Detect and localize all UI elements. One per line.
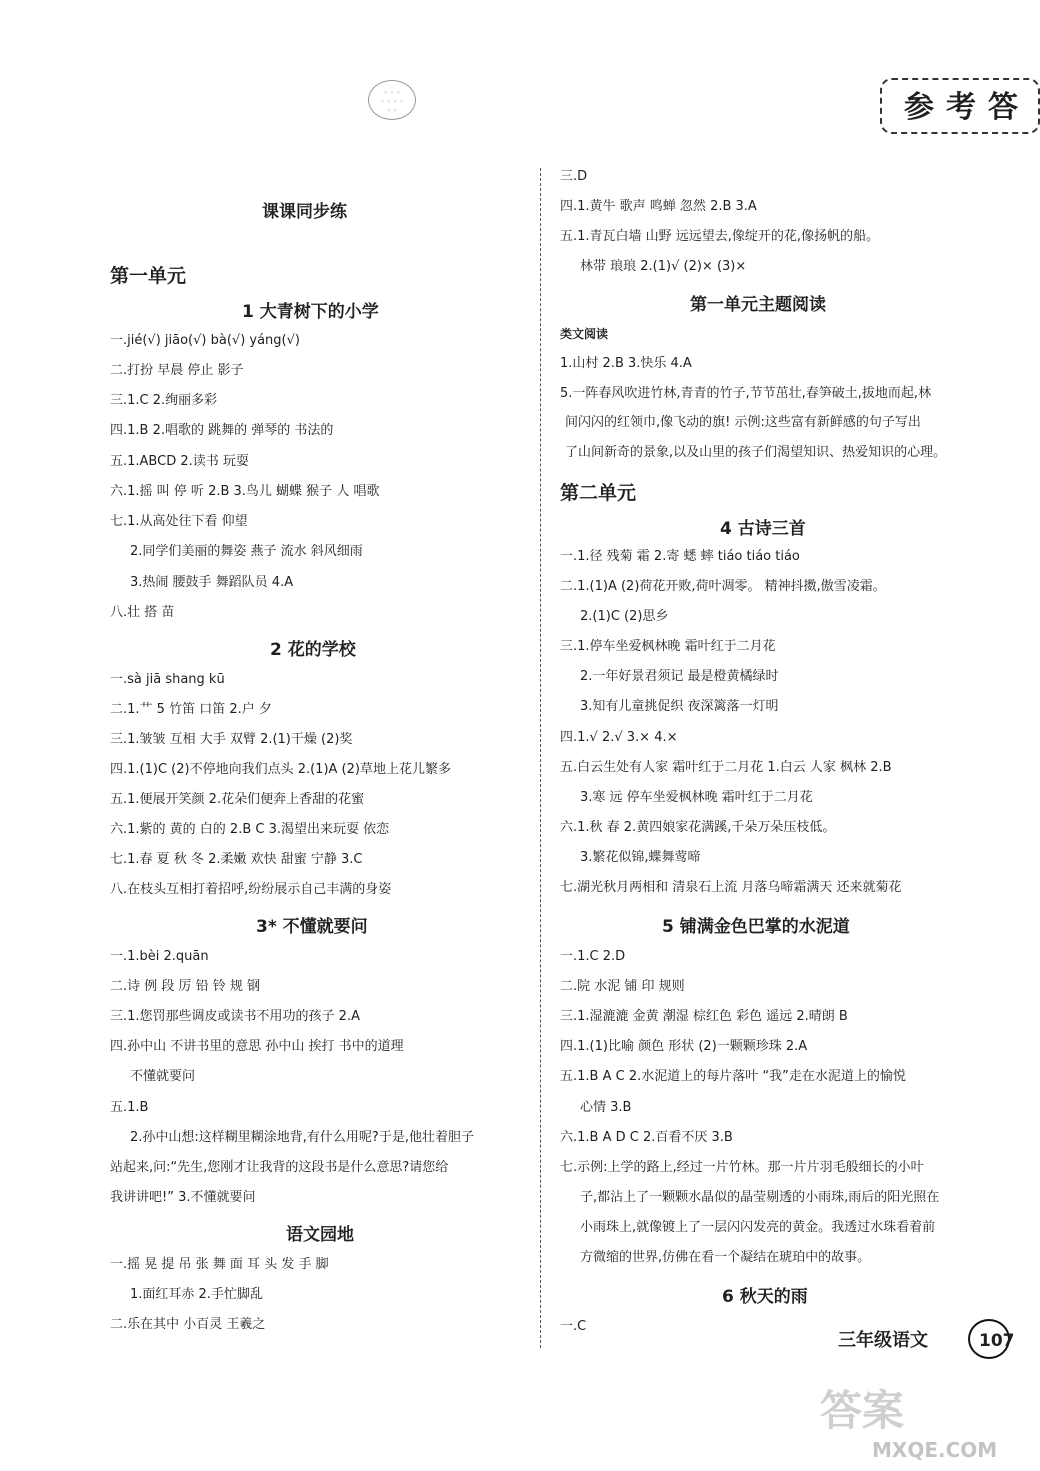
answer-line: 四.1.B 2.唱歌的 跳舞的 弹琴的 书法的 bbox=[110, 423, 334, 438]
stamp-seal: ◦ ◦ ◦ ◦ ◦ ◦ ◦ ◦ ◦ bbox=[368, 80, 416, 120]
answer-line: 林带 琅琅 2.(1)√ (2)× (3)× bbox=[580, 259, 747, 274]
answer-line: 五.1.青瓦白墙 山野 远远望去,像绽开的花,像扬帆的船。 bbox=[560, 229, 880, 244]
answer-line: 我讲讲吧!” 3.不懂就要问 bbox=[110, 1190, 256, 1205]
answer-line: 子,都沾上了一颗颗水晶似的晶莹剔透的小雨珠,雨后的阳光照在 bbox=[580, 1190, 940, 1205]
answer-line: 3.热闹 腰鼓手 舞蹈队员 4.A bbox=[130, 575, 294, 590]
answer-line: 二.1.(1)A (2)荷花开败,荷叶凋零。 精神抖擞,傲雪凌霜。 bbox=[560, 579, 886, 594]
page-title: 课课同步练 bbox=[262, 202, 347, 222]
answer-line: 2.孙中山想:这样糊里糊涂地背,有什么用呢?于是,他壮着胆子 bbox=[130, 1130, 474, 1145]
answer-line: 间闪闪的红领巾,像飞动的旗! 示例:这些富有新鲜感的句子写出 bbox=[565, 415, 921, 430]
answer-line: 方微缩的世界,仿佛在看一个凝结在琥珀中的故事。 bbox=[580, 1250, 871, 1265]
answer-line: 3.寒 远 停车坐爱枫林晚 霜叶红于二月花 bbox=[580, 790, 813, 805]
unit-one-theme-reading-title: 第一单元主题阅读 bbox=[690, 295, 826, 315]
answer-line: 2.一年好景君须记 最是橙黄橘绿时 bbox=[580, 669, 779, 684]
answer-line: 一.1.bèi 2.quān bbox=[110, 949, 209, 964]
answer-line: 五.1.B A C 2.水泥道上的每片落叶 “我”走在水泥道上的愉悦 bbox=[560, 1069, 906, 1084]
grade-subject-label: 三年级语文 bbox=[838, 1330, 928, 1351]
answer-line: 3.繁花似锦,蝶舞莺啼 bbox=[580, 850, 701, 865]
column-divider bbox=[540, 168, 541, 1348]
answer-line: 三.D bbox=[560, 169, 588, 184]
answer-line: 四.1.(1)C (2)不停地向我们点头 2.(1)A (2)草地上花儿繁多 bbox=[110, 762, 451, 777]
answer-line: 二.院 水泥 铺 印 规则 bbox=[560, 979, 685, 994]
unit-one-heading: 第一单元 bbox=[110, 265, 187, 287]
answer-line: 一.1.C 2.D bbox=[560, 949, 626, 964]
answer-line: 七.湖光秋月两相和 清泉石上流 月落乌啼霜满天 还来就菊花 bbox=[560, 880, 902, 895]
similar-reading-label: 类文阅读 bbox=[560, 327, 609, 341]
answer-line: 六.1.B A D C 2.百看不厌 3.B bbox=[560, 1130, 733, 1145]
answer-line: 二.诗 例 段 厉 铅 铃 规 钢 bbox=[110, 979, 261, 994]
answer-line: 1.面红耳赤 2.手忙脚乱 bbox=[130, 1287, 263, 1302]
answer-line: 六.1.摇 叫 停 听 2.B 3.鸟儿 蝴蝶 猴子 人 唱歌 bbox=[110, 484, 380, 499]
answer-line: 二.乐在其中 小百灵 王羲之 bbox=[110, 1317, 266, 1332]
answer-line: 一.摇 晃 提 吊 张 舞 面 耳 头 发 手 脚 bbox=[110, 1257, 329, 1272]
lesson-2-title: 2 花的学校 bbox=[270, 640, 356, 660]
answer-line: 1.山村 2.B 3.快乐 4.A bbox=[560, 356, 692, 371]
answer-line: 心情 3.B bbox=[580, 1100, 632, 1115]
answer-line: 一.C bbox=[560, 1319, 587, 1334]
answer-line: 三.1.湿漉漉 金黄 潮湿 棕红色 彩色 遥远 2.晴朗 B bbox=[560, 1009, 848, 1024]
answer-line: 5.一阵春风吹进竹林,青青的竹子,节节茁壮,春笋破土,拔地而起,林 bbox=[560, 386, 932, 401]
lesson-5-title: 5 铺满金色巴掌的水泥道 bbox=[662, 917, 850, 937]
chinese-garden-title: 语文园地 bbox=[286, 1225, 354, 1245]
unit-two-heading: 第二单元 bbox=[560, 482, 637, 504]
answer-line: 不懂就要问 bbox=[130, 1069, 196, 1084]
answer-line: 了山间新奇的景象,以及山里的孩子们渴望知识、热爱知识的心理。 bbox=[565, 445, 947, 460]
answer-line: 五.白云生处有人家 霜叶红于二月花 1.白云 人家 枫林 2.B bbox=[560, 760, 892, 775]
lesson-1-title: 1 大青树下的小学 bbox=[242, 302, 379, 322]
answer-line: 五.1.ABCD 2.读书 玩耍 bbox=[110, 454, 249, 469]
answer-line: 八.壮 搭 苗 bbox=[110, 605, 175, 620]
answer-line: 小雨珠上,就像镀上了一层闪闪发亮的黄金。我透过水珠看着前 bbox=[580, 1220, 936, 1235]
answer-line: 六.1.秋 春 2.黄四娘家花满蹊,千朵万朵压枝低。 bbox=[560, 820, 836, 835]
lesson-6-title: 6 秋天的雨 bbox=[722, 1287, 808, 1307]
answer-line: 2.同学们美丽的舞姿 燕子 流水 斜风细雨 bbox=[130, 544, 363, 559]
answer-line: 七.1.春 夏 秋 冬 2.柔嫩 欢快 甜蜜 宁静 3.C bbox=[110, 852, 363, 867]
lesson-4-title: 4 古诗三首 bbox=[720, 519, 806, 539]
answer-line: 三.1.皱皱 互相 大手 双臂 2.(1)干燥 (2)奖 bbox=[110, 732, 353, 747]
watermark-url: MXQE.COM bbox=[872, 1438, 998, 1462]
answer-line: 二.1.⺾ 5 竹笛 口笛 2.户 夕 bbox=[110, 702, 272, 717]
answer-line: 三.1.停车坐爱枫林晚 霜叶红于二月花 bbox=[560, 639, 776, 654]
answer-line: 一.1.径 残菊 霜 2.寄 蟋 蟀 tiáo tiáo tiáo bbox=[560, 549, 800, 564]
answer-line: 四.1.(1)比喻 颜色 形状 (2)一颗颗珍珠 2.A bbox=[560, 1039, 808, 1054]
answer-line: 七.示例:上学的路上,经过一片竹林。那一片片羽毛般细长的小叶 bbox=[560, 1160, 924, 1175]
answer-line: 2.(1)C (2)思乡 bbox=[580, 609, 669, 624]
answer-line: 五.1.B bbox=[110, 1100, 149, 1115]
answer-line: 3.知有儿童挑促织 夜深篱落一灯明 bbox=[580, 699, 779, 714]
answer-line: 五.1.便展开笑颜 2.花朵们便奔上香甜的花蜜 bbox=[110, 792, 365, 807]
answer-line: 站起来,问:“先生,您刚才让我背的这段书是什么意思?请您给 bbox=[110, 1160, 449, 1175]
watermark-logo: 答案 bbox=[820, 1386, 905, 1435]
answer-line: 一.jié(√) jiāo(√) bà(√) yáng(√) bbox=[110, 333, 300, 348]
answer-line: 四.1.黄牛 歌声 鸣蝉 忽然 2.B 3.A bbox=[560, 199, 757, 214]
page-number: 107 bbox=[968, 1319, 1010, 1359]
lesson-3-title: 3* 不懂就要问 bbox=[256, 917, 368, 937]
answer-line: 三.1.您罚那些调皮或读书不用功的孩子 2.A bbox=[110, 1009, 360, 1024]
answer-line: 四.1.√ 2.√ 3.× 4.× bbox=[560, 730, 678, 745]
answer-line: 一.sà jiā shang kū bbox=[110, 672, 225, 687]
answer-line: 四.孙中山 不讲书里的意思 孙中山 挨打 书中的道理 bbox=[110, 1039, 404, 1054]
answer-line: 三.1.C 2.绚丽多彩 bbox=[110, 393, 218, 408]
answer-line: 七.1.从高处往下看 仰望 bbox=[110, 514, 248, 529]
reference-answer-badge: 参考答 bbox=[880, 78, 1040, 134]
answer-line: 八.在枝头互相打着招呼,纷纷展示自己丰满的身姿 bbox=[110, 882, 392, 897]
answer-line: 六.1.紫的 黄的 白的 2.B C 3.渴望出来玩耍 依恋 bbox=[110, 822, 390, 837]
answer-line: 二.打扮 早晨 停止 影子 bbox=[110, 363, 244, 378]
